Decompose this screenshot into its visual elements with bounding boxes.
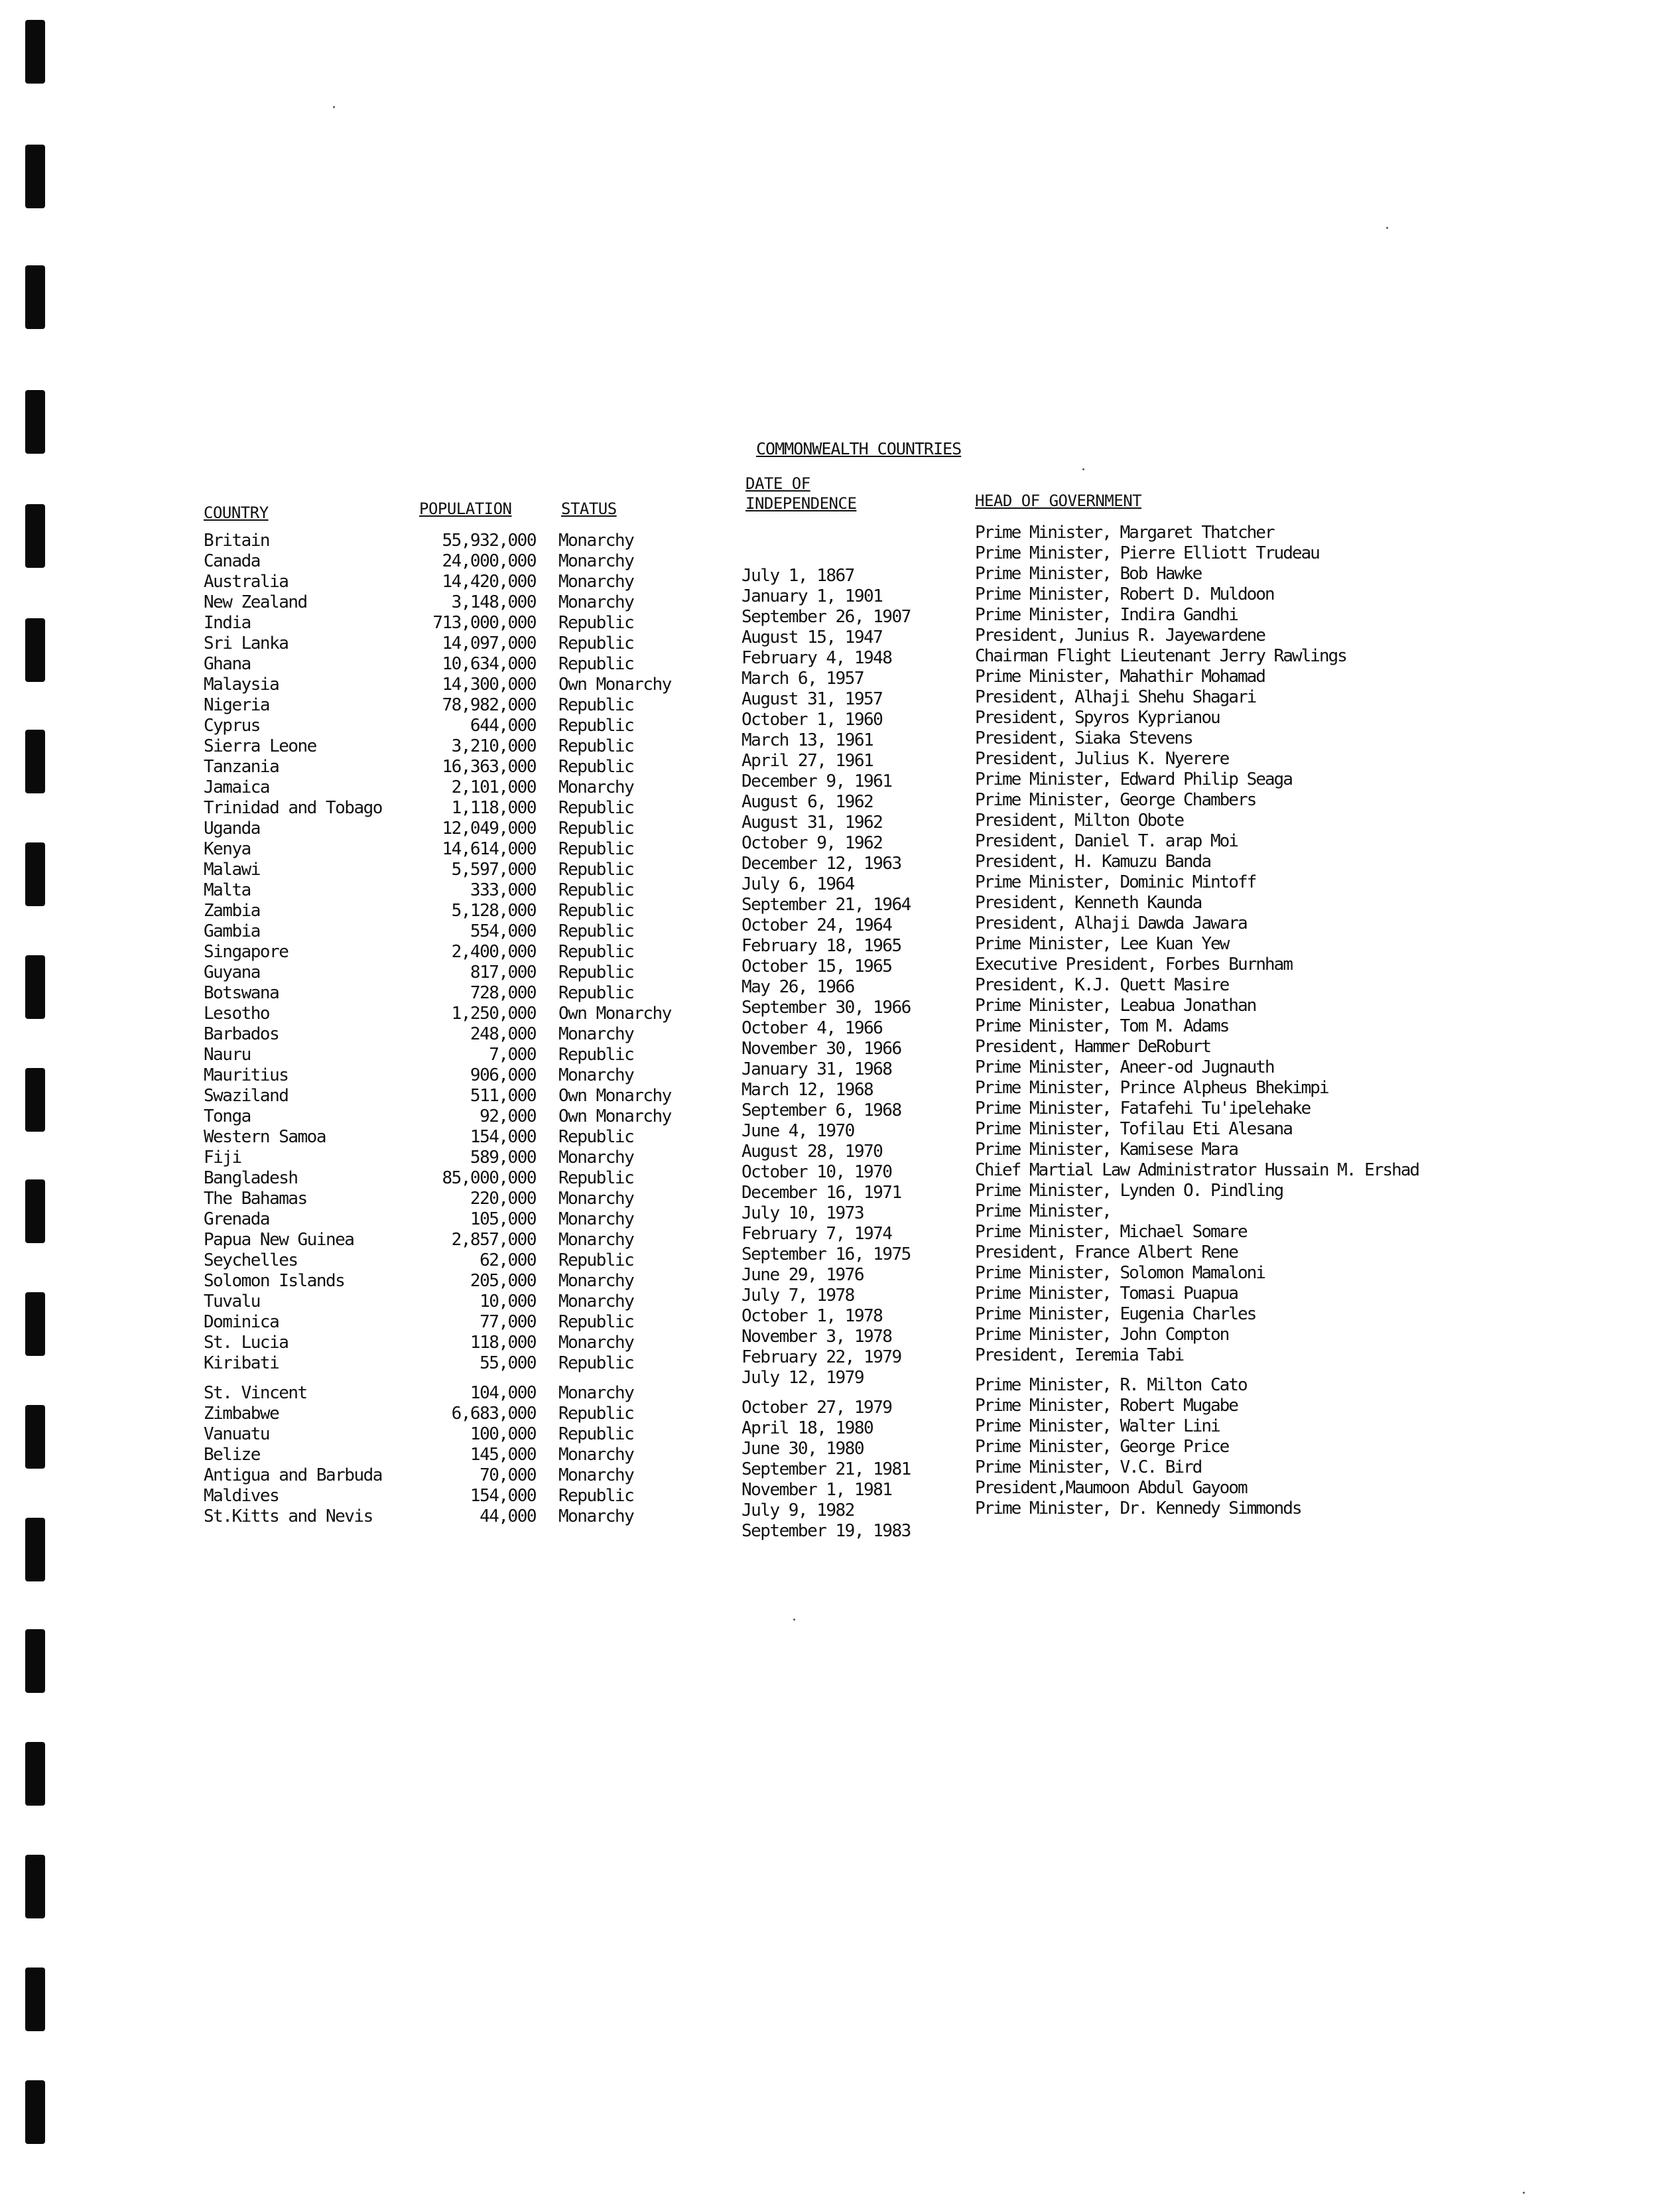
head-of-government-cell: Prime Minister, Michael Somare xyxy=(975,1222,1247,1242)
date-cell: September 6, 1968 xyxy=(742,1101,901,1120)
date-cell: April 27, 1961 xyxy=(742,751,873,771)
country-cell: St. Lucia xyxy=(204,1333,289,1353)
country-cell: Maldives xyxy=(204,1486,279,1506)
head-of-government-cell: President, Junius R. Jayewardene xyxy=(975,626,1265,645)
population-cell: 1,250,000 xyxy=(451,1004,536,1024)
binder-hole xyxy=(25,1179,45,1243)
status-cell: Republic xyxy=(558,983,634,1003)
country-cell: Zambia xyxy=(204,901,260,921)
population-cell: 205,000 xyxy=(470,1271,536,1291)
status-cell: Monarchy xyxy=(558,1333,634,1353)
scan-speck xyxy=(333,106,335,108)
status-cell: Monarchy xyxy=(558,1024,634,1044)
status-cell: Republic xyxy=(558,860,634,880)
population-cell: 154,000 xyxy=(470,1127,536,1147)
country-cell: Malaysia xyxy=(204,675,279,695)
status-cell: Monarchy xyxy=(558,1292,634,1311)
country-cell: Antigua and Barbuda xyxy=(204,1465,382,1485)
country-cell: New Zealand xyxy=(204,592,307,612)
head-of-government-cell: Prime Minister, R. Milton Cato xyxy=(975,1375,1247,1395)
date-cell: August 28, 1970 xyxy=(742,1142,883,1162)
status-cell: Republic xyxy=(558,1424,634,1444)
date-cell: August 31, 1962 xyxy=(742,813,883,833)
population-cell: 14,614,000 xyxy=(442,839,536,859)
date-cell: February 18, 1965 xyxy=(742,936,901,956)
date-cell: August 31, 1957 xyxy=(742,689,883,709)
population-cell: 589,000 xyxy=(470,1148,536,1168)
date-cell xyxy=(742,545,911,566)
head-of-government-cell: Prime Minister, Tomasi Puapua xyxy=(975,1284,1238,1303)
header-country: COUNTRY xyxy=(204,503,269,522)
population-cell: 78,982,000 xyxy=(442,695,536,715)
document-title: COMMONWEALTH COUNTRIES xyxy=(756,439,962,458)
population-cell: 333,000 xyxy=(470,880,536,900)
date-cell: May 26, 1966 xyxy=(742,977,854,997)
date-cell: March 12, 1968 xyxy=(742,1080,873,1100)
status-cell: Republic xyxy=(558,1312,634,1332)
date-cell: December 9, 1961 xyxy=(742,771,892,791)
population-cell: 644,000 xyxy=(470,716,536,736)
status-cell: Republic xyxy=(558,1127,634,1147)
head-of-government-cell: President, Hammer DeRoburt xyxy=(975,1037,1210,1057)
binder-hole xyxy=(25,1855,45,1918)
population-cell: 14,300,000 xyxy=(442,675,536,695)
head-of-government-cell: Prime Minister, Robert Mugabe xyxy=(975,1396,1238,1416)
head-of-government-cell: Chief Martial Law Administrator Hussain M. Ershad xyxy=(975,1160,1419,1180)
head-of-government-cell: Prime Minister, John Compton xyxy=(975,1325,1229,1345)
date-cell: September 16, 1975 xyxy=(742,1244,911,1264)
status-cell: Republic xyxy=(558,634,634,653)
binder-hole xyxy=(25,2080,45,2144)
country-cell: Swaziland xyxy=(204,1086,289,1106)
head-of-government-cell: Prime Minister, Edward Philip Seaga xyxy=(975,769,1292,789)
date-of-independence-column xyxy=(742,545,911,1542)
date-cell: December 12, 1963 xyxy=(742,854,901,874)
country-cell: Malawi xyxy=(204,860,260,880)
country-cell: Trinidad and Tobago xyxy=(204,798,382,818)
head-of-government-cell: Prime Minister, Indira Gandhi xyxy=(975,605,1238,625)
status-cell: Monarchy xyxy=(558,551,634,571)
date-cell: November 30, 1966 xyxy=(742,1039,901,1059)
date-cell: March 13, 1961 xyxy=(742,730,873,750)
country-cell: Guyana xyxy=(204,963,260,982)
country-cell: Grenada xyxy=(204,1209,270,1229)
status-cell: Republic xyxy=(558,942,634,962)
country-cell: Singapore xyxy=(204,942,289,962)
status-cell: Monarchy xyxy=(558,777,634,797)
country-cell: Dominica xyxy=(204,1312,279,1332)
country-cell: Nigeria xyxy=(204,695,270,715)
binder-hole xyxy=(25,842,45,906)
head-of-government-column xyxy=(975,523,1419,1519)
population-cell: 2,400,000 xyxy=(451,942,536,962)
head-of-government-cell: Chairman Flight Lieutenant Jerry Rawlings xyxy=(975,646,1346,666)
head-of-government-cell: Prime Minister, Tom M. Adams xyxy=(975,1016,1229,1036)
status-cell: Republic xyxy=(558,757,634,777)
date-cell: October 10, 1970 xyxy=(742,1162,892,1182)
population-cell: 1,118,000 xyxy=(451,798,536,818)
population-cell: 6,683,000 xyxy=(451,1404,536,1424)
date-cell: September 19, 1983 xyxy=(742,1521,911,1541)
status-cell: Republic xyxy=(558,613,634,633)
country-cell: Sierra Leone xyxy=(204,736,316,756)
head-of-government-cell: President, Julius K. Nyerere xyxy=(975,749,1229,769)
status-cell: Republic xyxy=(558,963,634,982)
date-cell: July 9, 1982 xyxy=(742,1501,854,1520)
head-of-government-cell: President, France Albert Rene xyxy=(975,1242,1238,1262)
population-cell: 14,420,000 xyxy=(442,572,536,592)
status-cell: Republic xyxy=(558,798,634,818)
status-cell: Own Monarchy xyxy=(558,1086,671,1106)
population-cell: 728,000 xyxy=(470,983,536,1003)
date-cell: August 15, 1947 xyxy=(742,628,883,647)
head-of-government-cell: Prime Minister, Eugenia Charles xyxy=(975,1304,1256,1324)
population-cell: 118,000 xyxy=(470,1333,536,1353)
head-of-government-cell: Prime Minister, George Price xyxy=(975,1437,1229,1457)
date-cell: December 16, 1971 xyxy=(742,1183,901,1203)
status-cell: Own Monarchy xyxy=(558,1004,671,1024)
date-cell: September 26, 1907 xyxy=(742,607,911,627)
binder-hole xyxy=(25,730,45,793)
head-of-government-cell: President, Kenneth Kaunda xyxy=(975,893,1202,913)
country-cell: Kenya xyxy=(204,839,251,859)
population-cell: 12,049,000 xyxy=(442,819,536,838)
population-cell: 105,000 xyxy=(470,1209,536,1229)
head-of-government-cell: President, K.J. Quett Masire xyxy=(975,975,1229,995)
population-cell: 554,000 xyxy=(470,921,536,941)
population-cell: 5,597,000 xyxy=(451,860,536,880)
binder-hole xyxy=(25,618,45,682)
population-cell: 14,097,000 xyxy=(442,634,536,653)
header-population: POPULATION xyxy=(419,500,512,518)
head-of-government-cell: Executive President, Forbes Burnham xyxy=(975,955,1292,974)
population-cell: 55,000 xyxy=(480,1353,536,1373)
date-cell: April 18, 1980 xyxy=(742,1418,873,1438)
head-of-government-cell: President, Alhaji Shehu Shagari xyxy=(975,687,1256,707)
country-cell: Belize xyxy=(204,1445,260,1465)
date-cell: September 21, 1964 xyxy=(742,895,911,915)
status-cell: Monarchy xyxy=(558,1230,634,1250)
binder-hole xyxy=(25,1518,45,1581)
country-cell: Fiji xyxy=(204,1148,241,1168)
binder-hole xyxy=(25,1629,45,1693)
country-cell: Western Samoa xyxy=(204,1127,326,1147)
country-cell: Cyprus xyxy=(204,716,260,736)
population-cell: 44,000 xyxy=(480,1506,536,1526)
head-of-government-cell: Prime Minister, Lynden O. Pindling xyxy=(975,1181,1283,1201)
head-of-government-cell: Prime Minister, Solomon Mamaloni xyxy=(975,1263,1265,1283)
binder-hole xyxy=(25,1968,45,2031)
binder-hole xyxy=(25,504,45,568)
head-of-government-cell: Prime Minister, Aneer-od Jugnauth xyxy=(975,1057,1274,1077)
population-cell: 220,000 xyxy=(470,1189,536,1209)
population-cell: 5,128,000 xyxy=(451,901,536,921)
head-of-government-cell: Prime Minister, Kamisese Mara xyxy=(975,1140,1238,1160)
status-cell: Monarchy xyxy=(558,1445,634,1465)
binder-hole xyxy=(25,1068,45,1132)
head-of-government-cell: Prime Minister, Margaret Thatcher xyxy=(975,523,1274,543)
status-cell: Monarchy xyxy=(558,572,634,592)
status-cell: Monarchy xyxy=(558,1383,634,1403)
date-cell: March 6, 1957 xyxy=(742,669,864,689)
head-of-government-cell: Prime Minister, Tofilau Eti Alesana xyxy=(975,1119,1292,1139)
status-cell: Republic xyxy=(558,1404,634,1424)
status-cell: Monarchy xyxy=(558,1271,634,1291)
country-cell: Solomon Islands xyxy=(204,1271,345,1291)
date-cell: October 24, 1964 xyxy=(742,915,892,935)
date-cell: February 4, 1948 xyxy=(742,648,892,668)
head-of-government-cell: President, Milton Obote xyxy=(975,811,1184,831)
header-date-of-independence: DATE OF INDEPENDENCE xyxy=(745,474,857,513)
head-of-government-cell: Prime Minister, xyxy=(975,1201,1111,1221)
status-cell: Republic xyxy=(558,736,634,756)
date-cell: January 1, 1901 xyxy=(742,586,883,606)
status-cell: Republic xyxy=(558,1250,634,1270)
country-cell: Lesotho xyxy=(204,1004,270,1024)
date-cell: June 4, 1970 xyxy=(742,1121,854,1141)
country-cell: Seychelles xyxy=(204,1250,298,1270)
population-cell: 145,000 xyxy=(470,1445,536,1465)
binder-hole xyxy=(25,1405,45,1469)
date-cell: October 1, 1978 xyxy=(742,1306,883,1326)
date-cell: October 9, 1962 xyxy=(742,833,883,853)
scan-speck xyxy=(793,1619,795,1621)
binder-hole xyxy=(25,145,45,208)
head-of-government-cell: President, Siaka Stevens xyxy=(975,728,1193,748)
date-cell: July 6, 1964 xyxy=(742,874,854,894)
population-cell: 906,000 xyxy=(470,1065,536,1085)
binder-hole xyxy=(25,265,45,329)
country-cell: Barbados xyxy=(204,1024,279,1044)
head-of-government-cell: Prime Minister, Lee Kuan Yew xyxy=(975,934,1229,954)
head-of-government-cell: President,Maumoon Abdul Gayoom xyxy=(975,1478,1247,1498)
head-of-government-cell: Prime Minister, Dr. Kennedy Simmonds xyxy=(975,1499,1301,1518)
date-cell: November 1, 1981 xyxy=(742,1480,892,1500)
status-column xyxy=(558,531,671,1527)
head-of-government-cell: Prime Minister, Robert D. Muldoon xyxy=(975,584,1274,604)
country-cell: Vanuatu xyxy=(204,1424,270,1444)
country-cell: Nauru xyxy=(204,1045,251,1065)
binder-hole xyxy=(25,20,45,84)
binder-hole xyxy=(25,955,45,1019)
population-cell: 55,932,000 xyxy=(442,531,536,551)
date-cell: August 6, 1962 xyxy=(742,792,873,812)
population-cell: 817,000 xyxy=(470,963,536,982)
population-cell: 85,000,000 xyxy=(442,1168,536,1188)
head-of-government-cell: Prime Minister, Prince Alpheus Bhekimpi xyxy=(975,1078,1328,1098)
date-cell: June 29, 1976 xyxy=(742,1265,864,1285)
date-cell: September 21, 1981 xyxy=(742,1459,911,1479)
header-head-of-government: HEAD OF GOVERNMENT xyxy=(975,492,1142,510)
population-cell: 511,000 xyxy=(470,1086,536,1106)
population-cell: 248,000 xyxy=(470,1024,536,1044)
status-cell: Republic xyxy=(558,880,634,900)
date-cell: July 7, 1978 xyxy=(742,1286,854,1305)
population-cell: 10,634,000 xyxy=(442,654,536,674)
head-of-government-cell: Prime Minister, Leabua Jonathan xyxy=(975,996,1256,1016)
date-cell: February 22, 1979 xyxy=(742,1347,901,1367)
country-cell: Sri Lanka xyxy=(204,634,289,653)
status-cell: Republic xyxy=(558,1168,634,1188)
country-cell: Tanzania xyxy=(204,757,279,777)
date-cell: October 27, 1979 xyxy=(742,1398,892,1418)
population-cell: 3,148,000 xyxy=(451,592,536,612)
status-cell: Monarchy xyxy=(558,531,634,551)
country-cell: Mauritius xyxy=(204,1065,289,1085)
head-of-government-cell: Prime Minister, George Chambers xyxy=(975,790,1256,810)
population-cell: 62,000 xyxy=(480,1250,536,1270)
status-cell: Republic xyxy=(558,1045,634,1065)
population-column xyxy=(406,531,536,1527)
status-cell: Republic xyxy=(558,695,634,715)
head-of-government-cell: President, Daniel T. arap Moi xyxy=(975,831,1238,851)
scan-speck xyxy=(1082,468,1084,470)
status-cell: Monarchy xyxy=(558,592,634,612)
status-cell: Republic xyxy=(558,839,634,859)
date-cell: October 1, 1960 xyxy=(742,710,883,730)
head-of-government-cell: President, H. Kamuzu Banda xyxy=(975,852,1210,872)
date-cell: July 1, 1867 xyxy=(742,566,854,586)
date-cell: February 7, 1974 xyxy=(742,1224,892,1244)
population-cell: 77,000 xyxy=(480,1312,536,1332)
country-cell: Gambia xyxy=(204,921,260,941)
status-cell: Own Monarchy xyxy=(558,1106,671,1126)
status-cell: Monarchy xyxy=(558,1506,634,1526)
population-cell: 100,000 xyxy=(470,1424,536,1444)
country-cell: Jamaica xyxy=(204,777,270,797)
country-cell: Uganda xyxy=(204,819,260,838)
country-cell: Bangladesh xyxy=(204,1168,298,1188)
scan-speck xyxy=(1386,227,1388,229)
status-cell: Monarchy xyxy=(558,1148,634,1168)
population-cell: 3,210,000 xyxy=(451,736,536,756)
population-cell: 2,857,000 xyxy=(451,1230,536,1250)
binder-hole xyxy=(25,1742,45,1806)
date-cell: October 15, 1965 xyxy=(742,957,892,976)
status-cell: Monarchy xyxy=(558,1189,634,1209)
population-cell: 16,363,000 xyxy=(442,757,536,777)
population-cell: 24,000,000 xyxy=(442,551,536,571)
status-cell: Republic xyxy=(558,921,634,941)
status-cell: Monarchy xyxy=(558,1065,634,1085)
country-cell: Botswana xyxy=(204,983,279,1003)
date-cell: October 4, 1966 xyxy=(742,1018,883,1038)
country-cell: Malta xyxy=(204,880,251,900)
head-of-government-cell: President, Spyros Kyprianou xyxy=(975,708,1220,728)
status-cell: Republic xyxy=(558,819,634,838)
country-cell: Britain xyxy=(204,531,270,551)
status-cell: Republic xyxy=(558,1353,634,1373)
binder-hole xyxy=(25,390,45,454)
status-cell: Monarchy xyxy=(558,1465,634,1485)
population-cell: 10,000 xyxy=(480,1292,536,1311)
country-cell: Tuvalu xyxy=(204,1292,260,1311)
country-cell: India xyxy=(204,613,251,633)
status-cell: Republic xyxy=(558,716,634,736)
status-cell: Monarchy xyxy=(558,1209,634,1229)
head-of-government-cell: President, Alhaji Dawda Jawara xyxy=(975,913,1247,933)
date-cell: January 31, 1968 xyxy=(742,1059,892,1079)
population-cell: 70,000 xyxy=(480,1465,536,1485)
country-cell: Zimbabwe xyxy=(204,1404,279,1424)
binder-hole xyxy=(25,1292,45,1356)
head-of-government-cell: Prime Minister, Mahathir Mohamad xyxy=(975,667,1265,687)
country-cell: St. Vincent xyxy=(204,1383,307,1403)
population-cell: 92,000 xyxy=(480,1106,536,1126)
population-cell: 713,000,000 xyxy=(432,613,536,633)
status-cell: Republic xyxy=(558,901,634,921)
head-of-government-cell: Prime Minister, Bob Hawke xyxy=(975,564,1202,584)
date-cell: July 12, 1979 xyxy=(742,1368,864,1388)
country-cell: The Bahamas xyxy=(204,1189,307,1209)
country-cell: Kiribati xyxy=(204,1353,279,1373)
head-of-government-cell: Prime Minister, Dominic Mintoff xyxy=(975,872,1256,892)
status-cell: Republic xyxy=(558,1486,634,1506)
status-cell: Republic xyxy=(558,654,634,674)
country-cell: Canada xyxy=(204,551,260,571)
country-column xyxy=(204,531,382,1527)
header-status: STATUS xyxy=(561,500,617,518)
head-of-government-cell: Prime Minister, Walter Lini xyxy=(975,1416,1220,1436)
head-of-government-cell: Prime Minister, V.C. Bird xyxy=(975,1457,1202,1477)
date-cell: June 30, 1980 xyxy=(742,1439,864,1459)
country-cell: Ghana xyxy=(204,654,251,674)
population-cell: 154,000 xyxy=(470,1486,536,1506)
population-cell: 7,000 xyxy=(489,1045,536,1065)
status-cell: Own Monarchy xyxy=(558,675,671,695)
date-cell: July 10, 1973 xyxy=(742,1203,864,1223)
population-cell: 104,000 xyxy=(470,1383,536,1403)
country-cell: St.Kitts and Nevis xyxy=(204,1506,373,1526)
date-cell: September 30, 1966 xyxy=(742,998,911,1018)
date-cell: November 3, 1978 xyxy=(742,1327,892,1347)
country-cell: Tonga xyxy=(204,1106,251,1126)
head-of-government-cell: Prime Minister, Pierre Elliott Trudeau xyxy=(975,543,1319,563)
scan-speck xyxy=(1523,2192,1525,2194)
head-of-government-cell: Prime Minister, Fatafehi Tu'ipelehake xyxy=(975,1099,1311,1118)
population-cell: 2,101,000 xyxy=(451,777,536,797)
head-of-government-cell: President, Ieremia Tabi xyxy=(975,1345,1184,1365)
country-cell: Australia xyxy=(204,572,289,592)
country-cell: Papua New Guinea xyxy=(204,1230,354,1250)
